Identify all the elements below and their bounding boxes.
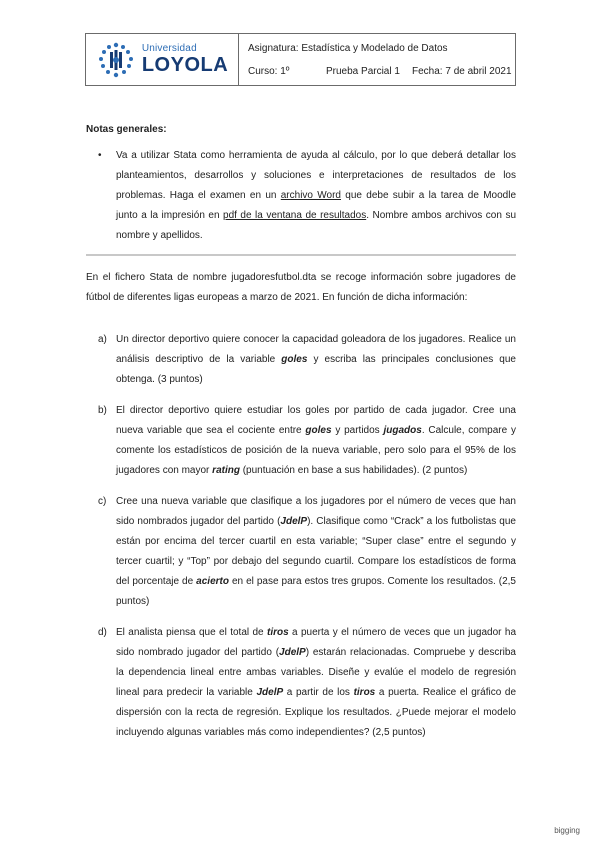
question-text: y escriba las principales conclusiones que obtenga. (3 puntos) <box>116 354 516 385</box>
notes-list <box>98 146 516 246</box>
university-logo <box>86 34 239 85</box>
question-text: ) estarán relacionadas. Compruebe y describa la dependencia lineal entre ambas variables. Diseñe y evalúe el modelo de regresión lineal para predecir la variable <box>116 647 516 698</box>
test-label: Prueba Parcial 1 <box>326 66 400 77</box>
variable-name: JdelP <box>256 687 284 698</box>
question-text: Un director deportivo quiere conocer la capacidad goleadora de los jugadores. Realice un análisis descriptivo de la variable <box>116 334 516 365</box>
notes-word-file-ref: archivo Word <box>280 190 341 201</box>
notes-title: Notas generales: <box>86 124 167 135</box>
question-text: ). Clasifique como “Crack” a los futbolistas que están por encima del tercer cuartil en esta variable; “Super clase” entre el segundo y tercer cuartil; y “Top” por debajo del segundo cuartil. Compare los estadísticos de forma del porcentaje de <box>116 516 516 587</box>
variable-name: JdelP <box>279 647 306 658</box>
question-label: a) <box>98 334 107 345</box>
variable-name: goles <box>305 425 332 436</box>
variable-name: acierto <box>196 576 229 587</box>
subject-line: Asignatura: Estadística y Modelado de Datos <box>248 43 448 54</box>
footer-watermark: bigging <box>554 826 580 835</box>
exam-info <box>239 34 515 85</box>
course-label: Curso: 1º <box>248 66 290 77</box>
question-text: El analista piensa que el total de <box>116 627 267 638</box>
notes-pdf-ref: pdf de la ventana de resultados <box>223 210 367 221</box>
logo-loyola-word: LOYOLA <box>141 54 229 76</box>
variable-name: jugados <box>383 425 422 436</box>
question-text: Cree una nueva variable que clasifique a los jugadores por el número de veces que han sido nombrados jugador del partido ( <box>116 496 516 527</box>
question-label: d) <box>98 627 107 638</box>
notes-text-3: . Nombre ambos archivos con su nombre y apellidos. <box>116 210 517 241</box>
variable-name: tiros <box>353 687 376 698</box>
exam-header <box>85 33 516 86</box>
intro-paragraph: En el fichero Stata de nombre jugadoresfutbol.dta se recoge información sobre jugadores de fútbol de diferentes ligas europeas a marzo de 2021. En función de dicha información: <box>86 272 516 303</box>
notes-text-1: Va a utilizar Stata como herramienta de ayuda al cálculo, por lo que deberá detallar los planteamientos, desarrollos y soluciones e interpretaciones de resultados de los problemas. Haga el examen en un <box>116 150 516 201</box>
question-text: en el pase para estos tres grupos. Comente los resultados. (2,5 puntos) <box>116 576 516 607</box>
bullet-icon: • <box>98 150 102 161</box>
question-label: c) <box>98 496 107 507</box>
variable-name: tiros <box>267 627 289 638</box>
question-a <box>98 330 516 390</box>
variable-name: rating <box>212 465 240 476</box>
questions-list <box>98 330 516 754</box>
question-text: El director deportivo quiere estudiar los goles por partido de cada jugador. Cree una nueva variable que sea el cociente entre <box>116 405 516 436</box>
question-d <box>98 623 516 743</box>
logo-university-word: Universidad <box>141 43 197 54</box>
variable-name: JdelP <box>280 516 308 527</box>
section-divider <box>86 254 516 256</box>
notes-text-2: que debe subir a la tarea de Moodle junto a la impresión en <box>116 190 517 221</box>
question-label: b) <box>98 405 107 416</box>
variable-name: goles <box>281 354 308 365</box>
question-text: a puerta. Realice el gráfico de dispersión con la recta de regresión. Explique los resultados. ¿Puede mejorar el modelo incluyendo algunas variables más como independientes? (2,5 puntos) <box>116 687 517 738</box>
question-c <box>98 492 516 612</box>
question-b <box>98 401 516 481</box>
notes-paragraph <box>116 146 516 246</box>
question-text: y partidos <box>331 425 384 436</box>
question-text: . Calcule, compare y comente los estadísticos de posición de la nueva variable, pero solo para el 95% de los jugadores con mayor <box>116 425 516 476</box>
date-label: Fecha: 7 de abril 2021 <box>412 66 512 77</box>
question-text: (puntuación en base a sus habilidades). (2 puntos) <box>239 465 468 476</box>
question-text: a partir de los <box>283 687 354 698</box>
question-text: a puerta y el número de veces que un jugador ha sido nombrado jugador del partido ( <box>116 627 517 658</box>
loyola-emblem-icon <box>96 40 136 80</box>
